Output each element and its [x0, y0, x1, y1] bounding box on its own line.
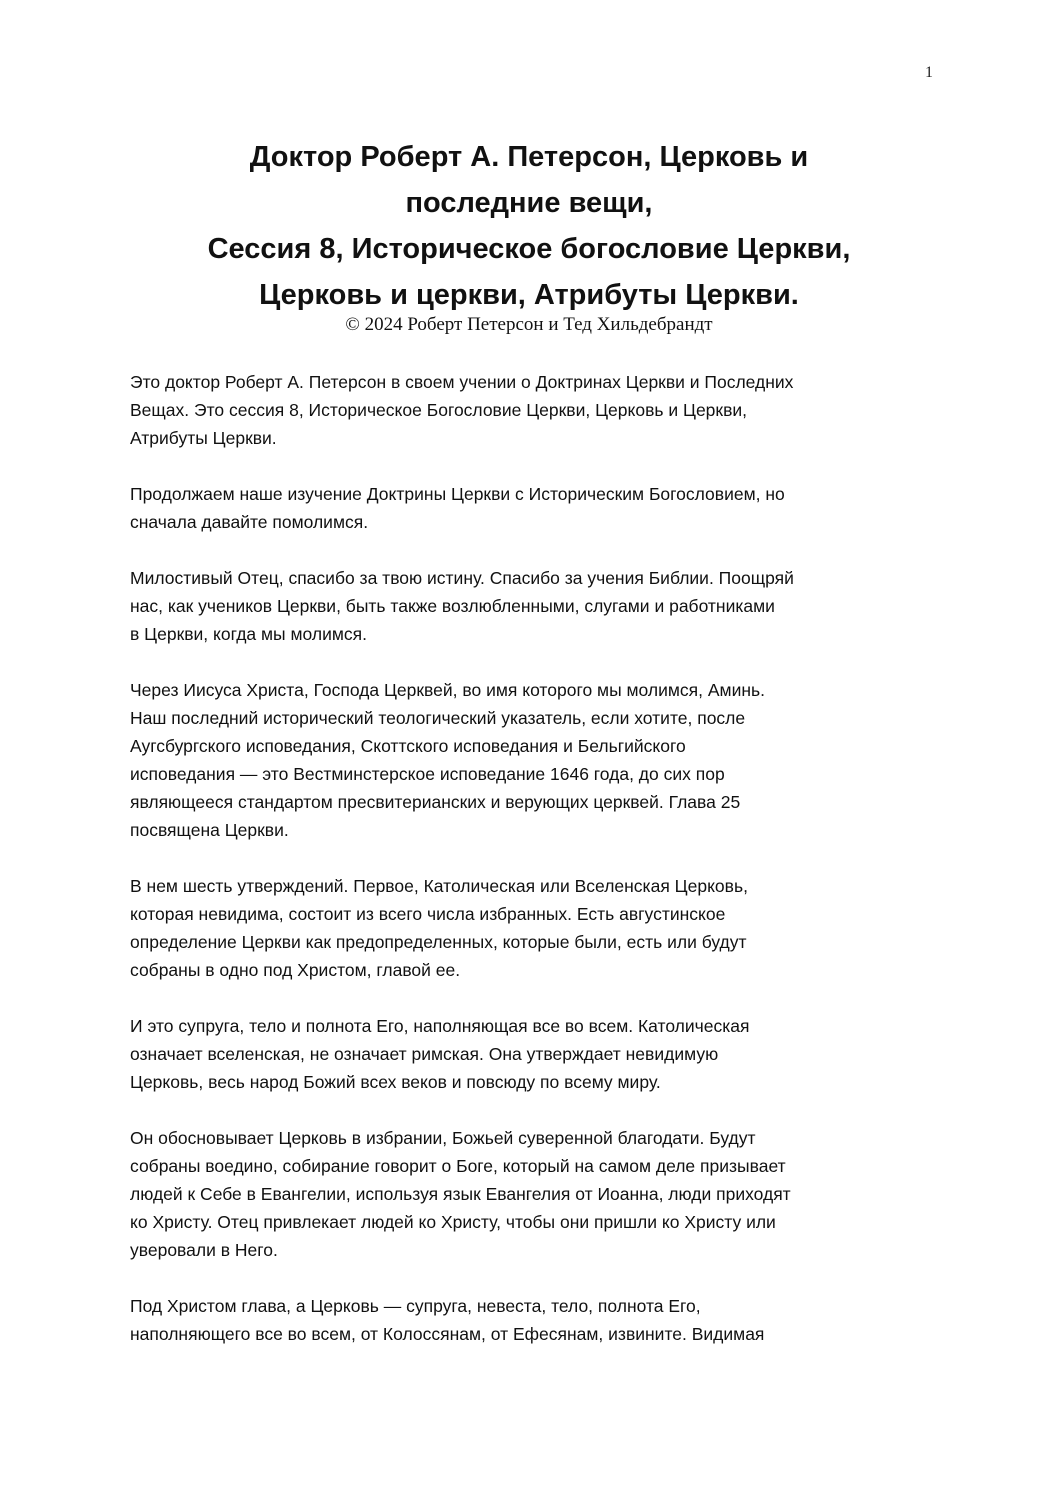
text-line: посвящена Церкви.	[130, 820, 289, 840]
copyright-notice: © 2024 Роберт Петерсон и Тед Хильдебрандт	[345, 314, 713, 335]
paragraph-prayer	[130, 564, 930, 648]
text-line: уверовали в Него.	[130, 1240, 278, 1260]
text-line: являющееся стандартом пресвитерианских и верующих церквей. Глава 25	[130, 792, 741, 812]
text-line: Под Христом глава, а Церковь — супруга, невеста, тело, полнота Его,	[130, 1296, 701, 1316]
text-line: определение Церкви как предопределенных, которые были, есть или будут	[130, 932, 747, 952]
paragraph-continue	[130, 480, 930, 536]
document-title	[130, 134, 928, 318]
text-line: которая невидима, состоит из всего числа избранных. Есть августинское	[130, 904, 726, 924]
text-line: наполняющего все во всем, от Колоссянам, от Ефесянам, извините. Видимая	[130, 1324, 765, 1344]
title-line: Доктор Роберт А. Петерсон, Церковь и	[249, 141, 809, 173]
document-body	[130, 368, 930, 1376]
text-line: Атрибуты Церкви.	[130, 428, 277, 448]
text-line: означает вселенская, не означает римская. Она утверждает невидимую	[130, 1044, 719, 1064]
page-number: 1	[925, 64, 933, 81]
text-line: В нем шесть утверждений. Первое, Католическая или Вселенская Церковь,	[130, 876, 748, 896]
text-line: в Церкви, когда мы молимся.	[130, 624, 367, 644]
paragraph-statements	[130, 872, 930, 984]
text-line: Наш последний исторический теологический указатель, если хотите, после	[130, 708, 746, 728]
title-line: последние вещи,	[405, 187, 653, 219]
paragraph-catholic	[130, 1012, 930, 1096]
text-line: ко Христу. Отец привлекает людей ко Христу, чтобы они пришли ко Христу или	[130, 1212, 776, 1232]
text-line: И это супруга, тело и полнота Его, наполняющая все во всем. Католическая	[130, 1016, 750, 1036]
text-line: Продолжаем наше изучение Доктрины Церкви с Историческим Богословием, но	[130, 484, 785, 504]
text-line: Милостивый Отец, спасибо за твою истину. Спасибо за учения Библии. Поощряй	[130, 568, 794, 588]
title-line: Церковь и церкви, Атрибуты Церкви.	[259, 279, 799, 311]
paragraph-head	[130, 1292, 930, 1348]
text-line: Церковь, весь народ Божий всех веков и повсюду по всему миру.	[130, 1072, 661, 1092]
paragraph-intro	[130, 368, 930, 452]
text-line: собраны в одно под Христом, главой ее.	[130, 960, 461, 980]
text-line: нас, как учеников Церкви, быть также возлюбленными, слугами и работниками	[130, 596, 775, 616]
text-line: Через Иисуса Христа, Господа Церквей, во имя которого мы молимся, Аминь.	[130, 680, 765, 700]
text-line: сначала давайте помолимся.	[130, 512, 369, 532]
text-line: собраны воедино, собирание говорит о Боге, который на самом деле призывает	[130, 1156, 786, 1176]
text-line: Это доктор Роберт А. Петерсон в своем учении о Доктринах Церкви и Последних	[130, 372, 794, 392]
text-line: людей к Себе в Евангелии, используя язык Евангелия от Иоанна, люди приходят	[130, 1184, 791, 1204]
paragraph-election	[130, 1124, 930, 1264]
paragraph-westminster	[130, 676, 930, 844]
text-line: Аугсбургского исповедания, Скоттского исповедания и Бельгийского	[130, 736, 686, 756]
title-line: Сессия 8, Историческое богословие Церкви,	[207, 233, 851, 265]
text-line: Он обосновывает Церковь в избрании, Божьей суверенной благодати. Будут	[130, 1128, 756, 1148]
text-line: Вещах. Это сессия 8, Историческое Богословие Церкви, Церковь и Церкви,	[130, 400, 748, 420]
text-line: исповедания — это Вестминстерское исповедание 1646 года, до сих пор	[130, 764, 725, 784]
